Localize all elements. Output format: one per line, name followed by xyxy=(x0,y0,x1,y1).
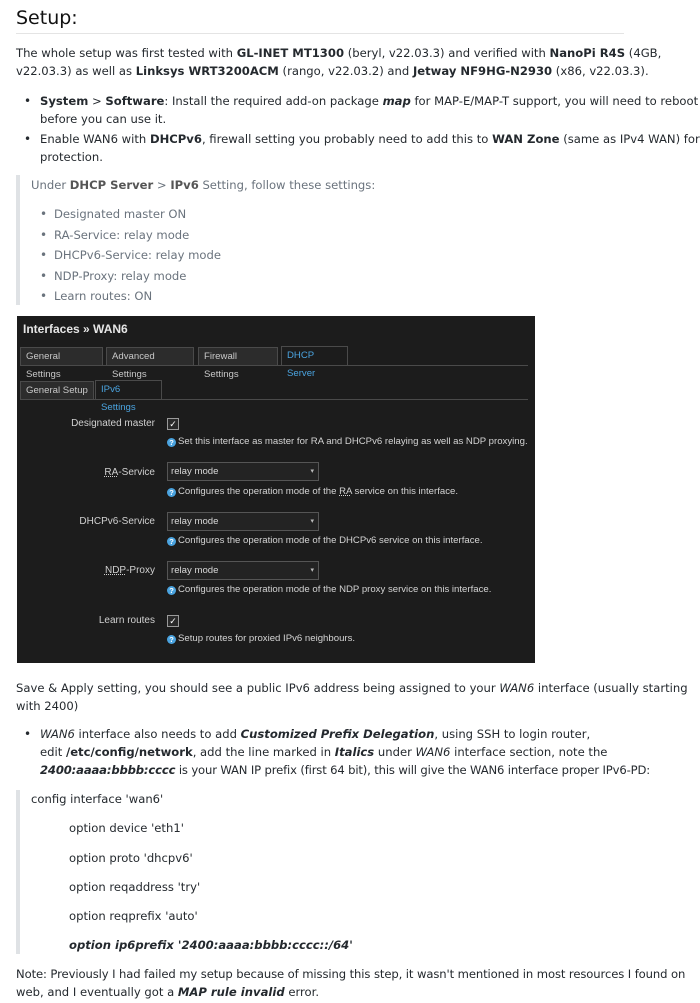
intro-paragraph: The whole setup was first tested with GL-INET MT1300 (beryl, v22.03.3) and verified with NanoPi R4S (4GB, v22.03.3) as well as Linksys WRT3200ACM (rango, v22.03.2) and Jetway NF9HG-N2930 (x86, v22.03.3). xyxy=(16,46,662,78)
list-item: • System > Software: Install the required add-on package map for MAP-E/MAP-T support, you will need to reboot before you can use it. xyxy=(24,94,699,126)
list-item: • RA-Service: relay mode xyxy=(40,227,190,242)
check-icon: ✓ xyxy=(169,419,177,429)
bullet-icon: • xyxy=(24,94,32,108)
chevron-down-icon: ▾ xyxy=(310,567,314,574)
chevron-down-icon: ▾ xyxy=(310,468,314,475)
config-line: option reqaddress 'try' xyxy=(69,880,201,894)
save-apply-paragraph: Save & Apply setting, you should see a public IPv6 address being assigned to your WAN6 interface (usually starting with 2400) xyxy=(16,681,688,713)
learn-routes-label: Learn routes xyxy=(98,615,155,626)
designated-master-label: Designated master xyxy=(71,418,155,429)
check-icon: ✓ xyxy=(169,616,177,626)
luci-wan6-screenshot xyxy=(17,316,535,663)
dhcpv6-service-label: DHCPv6-Service xyxy=(79,516,155,527)
ndp-proxy-help: ? Configures the operation mode of the NDP proxy service on this interface. xyxy=(167,583,491,597)
designated-master-help: ? Set this interface as master for RA and DHCPv6 relaying as well as NDP proxying. xyxy=(167,435,528,449)
ra-service-label: RA-Service xyxy=(104,467,155,478)
note-paragraph: Note: Previously I had failed my setup because of missing this step, it wasn't mentioned in most resources I found on web, and I eventually got a MAP rule invalid error. xyxy=(16,967,686,999)
help-icon: ? xyxy=(167,635,176,644)
dhcp-settings-quote: Under DHCP Server > IPv6 Setting, follow these settings: xyxy=(31,178,376,192)
list-item: • Learn routes: ON xyxy=(40,289,153,303)
dhcpv6-service-select[interactable]: relay mode ▾ xyxy=(167,512,319,531)
designated-master-checkbox[interactable] xyxy=(167,418,179,430)
luci-header: Interfaces » WAN6 xyxy=(23,322,128,336)
blockquote-bar xyxy=(16,175,20,305)
help-icon: ? xyxy=(167,488,176,497)
tab-dhcp-server[interactable]: DHCP Server xyxy=(281,346,348,365)
section-heading: Setup: xyxy=(16,7,78,29)
tab-general-setup[interactable]: General Setup xyxy=(20,381,94,399)
tab-advanced-settings[interactable]: Advanced Settings xyxy=(106,347,194,365)
tab-ipv6-settings[interactable]: IPv6 Settings xyxy=(95,380,162,399)
config-line: config interface 'wan6' xyxy=(31,792,164,806)
ndp-proxy-select[interactable]: relay mode ▾ xyxy=(167,561,319,580)
help-icon: ? xyxy=(167,537,176,546)
help-icon: ? xyxy=(167,438,176,447)
ra-service-help: ? Configures the operation mode of the RA service on this interface. xyxy=(167,485,458,499)
bullet-icon: • xyxy=(24,727,32,741)
list-item: • NDP-Proxy: relay mode xyxy=(40,268,187,283)
config-line: option reqprefix 'auto' xyxy=(69,909,198,923)
config-line: option proto 'dhcpv6' xyxy=(69,850,193,865)
tab-general-settings[interactable]: General Settings xyxy=(20,347,103,365)
network-config-quote xyxy=(0,790,640,960)
list-item: • DHCPv6-Service: relay mode xyxy=(40,248,221,262)
learn-routes-help: ? Setup routes for proxied IPv6 neighbours. xyxy=(167,632,355,646)
list-item: • WAN6 interface also needs to add Customized Prefix Delegation, using SSH to login router, edit /etc/config/network, add the line marked in Italics under WAN6 interface section, note the 2400:aaaa:bbbb:cccc is your WAN IP prefix (first 64 bit), this will give the WAN6 interface proper IPv6-PD: xyxy=(24,727,650,777)
bullet-icon: • xyxy=(24,132,32,146)
learn-routes-checkbox[interactable] xyxy=(167,615,179,627)
ra-service-select[interactable]: relay mode ▾ xyxy=(167,462,319,481)
list-item: • Designated master ON xyxy=(40,207,187,221)
list-item: • Enable WAN6 with DHCPv6, firewall setting you probably need to add this to WAN Zone (same as IPv4 WAN) for protection. xyxy=(24,132,700,164)
tab-firewall-settings[interactable]: Firewall Settings xyxy=(198,347,278,365)
ndp-proxy-label: NDP-Proxy xyxy=(104,565,155,576)
dhcp-settings-list xyxy=(40,205,454,308)
heading-divider xyxy=(16,33,624,34)
config-line: option device 'eth1' xyxy=(69,821,184,835)
help-icon: ? xyxy=(167,586,176,595)
chevron-down-icon: ▾ xyxy=(310,518,314,525)
config-line-highlighted: option ip6prefix '2400:aaaa:bbbb:cccc::/64' xyxy=(69,938,353,952)
dhcpv6-service-help: ? Configures the operation mode of the DHCPv6 service on this interface. xyxy=(167,534,483,548)
